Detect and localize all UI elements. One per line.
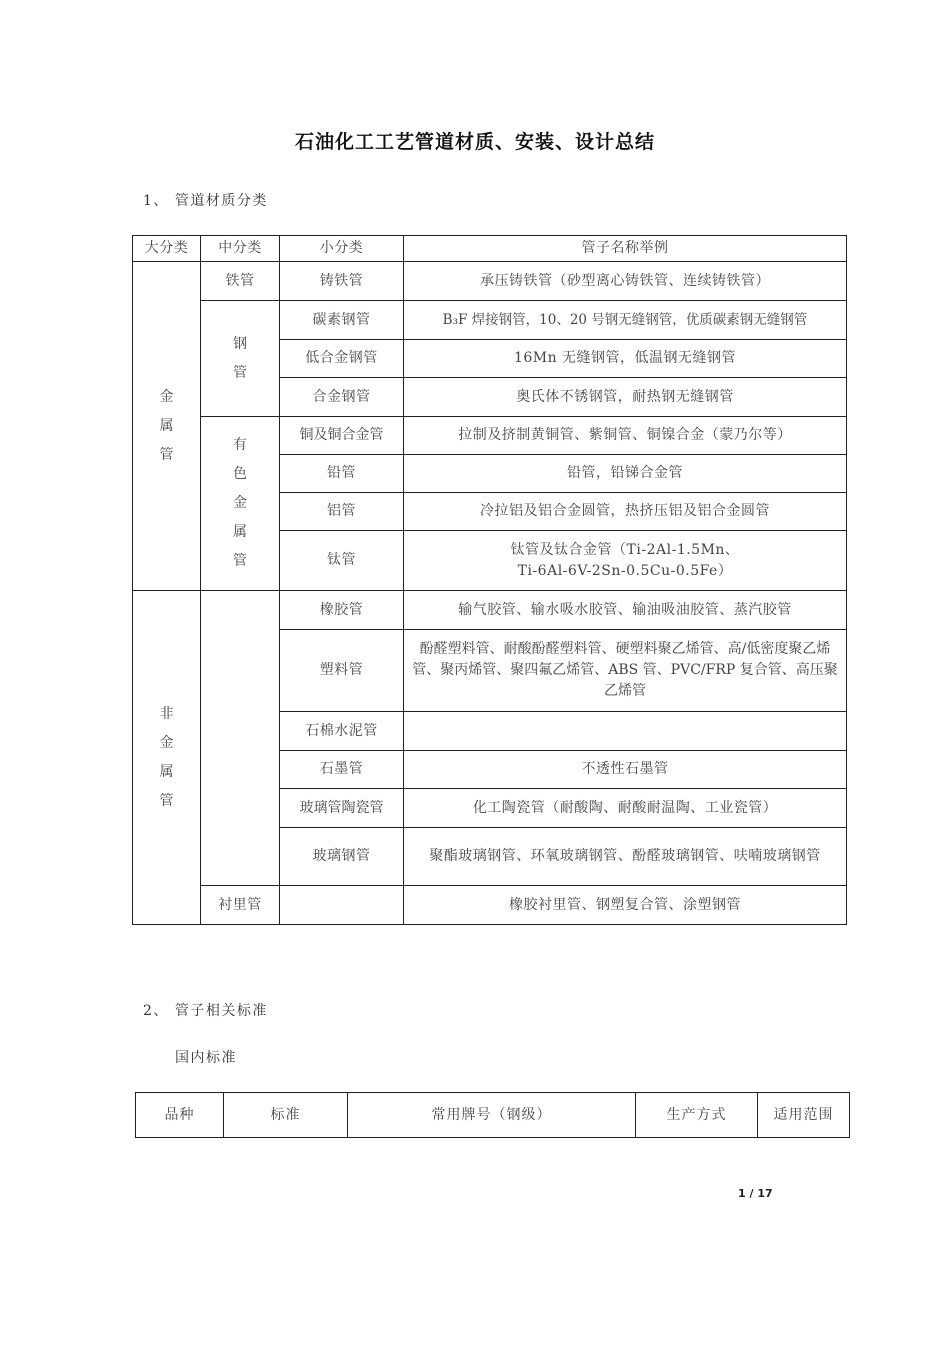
pipe-example: 铅管，铅锑合金管: [404, 455, 847, 493]
pipe-example: 承压铸铁管（砂型离心铸铁管、连续铸铁管）: [404, 262, 847, 301]
table-row: [133, 417, 847, 455]
sub-category: 石棉水泥管: [280, 712, 404, 751]
header-cell: 小分类: [280, 236, 404, 262]
sub-category: 铅管: [280, 455, 404, 493]
table-row: [133, 591, 847, 630]
pipe-example: [404, 712, 847, 751]
header-cell: 适用范围: [758, 1093, 850, 1138]
sub-category: 碳素钢管: [280, 301, 404, 340]
pipe-material-table: [132, 235, 847, 925]
table-header-row: [136, 1093, 850, 1138]
pipe-example: 输气胶管、输水吸水胶管、输油吸油胶管、蒸汽胶管: [404, 591, 847, 630]
header-cell: 管子名称举例: [404, 236, 847, 262]
sub-category: 橡胶管: [280, 591, 404, 630]
sub-category: 铝管: [280, 493, 404, 531]
pipe-example: 酚醛塑料管、耐酸酚醛塑料管、硬塑料聚乙烯管、高/低密度聚乙烯管、聚丙烯管、聚四氟乙烯管、ABS 管、PVC/FRP 复合管、高压聚乙烯管: [404, 630, 847, 712]
sub-category: 玻璃管陶瓷管: [280, 789, 404, 828]
sub-category: 铜及铜合金管: [280, 417, 404, 455]
pipe-example: B₃F 焊接钢管，10、20 号钢无缝钢管，优质碳素钢无缝钢管: [404, 301, 847, 340]
header-cell: 大分类: [133, 236, 201, 262]
table-row: [133, 262, 847, 301]
sub-category: 低合金钢管: [280, 340, 404, 378]
mid-category-iron: 铁管: [201, 262, 280, 301]
mid-category-steel: 钢 管: [201, 301, 280, 417]
pipe-example: 奥氏体不锈钢管，耐热钢无缝钢管: [404, 378, 847, 417]
section-heading-1: 1、 管道材质分类: [143, 193, 268, 209]
pipe-example: 化工陶瓷管（耐酸陶、耐酸耐温陶、工业瓷管）: [404, 789, 847, 828]
header-cell: 品种: [136, 1093, 224, 1138]
header-cell: 中分类: [201, 236, 280, 262]
mid-category-empty: [201, 591, 280, 886]
pipe-example: 16Mn 无缝钢管，低温钢无缝钢管: [404, 340, 847, 378]
sub-category: 合金钢管: [280, 378, 404, 417]
table-row: [133, 886, 847, 925]
table-row: [133, 301, 847, 340]
category-metal: 金 属 管: [133, 262, 201, 591]
pipe-example: 橡胶衬里管、钢塑复合管、涂塑钢管: [404, 886, 847, 925]
sub-category: [280, 886, 404, 925]
sub-category: 玻璃钢管: [280, 828, 404, 886]
standards-table: [135, 1092, 850, 1138]
pipe-example: 冷拉铝及铝合金圆管，热挤压铝及铝合金圆管: [404, 493, 847, 531]
mid-category-lined: 衬里管: [201, 886, 280, 925]
pipe-example: 聚酯玻璃钢管、环氧玻璃钢管、酚醛玻璃钢管、呋喃玻璃钢管: [404, 828, 847, 886]
header-cell: 标准: [224, 1093, 348, 1138]
section-heading-2: 2、 管子相关标准: [143, 1003, 268, 1019]
pipe-example: 拉制及挤制黄铜管、紫铜管、铜镍合金（蒙乃尔等）: [404, 417, 847, 455]
table-header-row: [133, 236, 847, 262]
header-cell: 常用牌号（钢级）: [348, 1093, 636, 1138]
page-number: 1 / 17: [738, 1187, 773, 1200]
sub-category: 塑料管: [280, 630, 404, 712]
sub-category: 钛管: [280, 531, 404, 591]
pipe-example: 钛管及钛合金管（Ti-2Al-1.5Mn、 Ti-6Al-6V-2Sn-0.5Cu-0.5Fe）: [404, 531, 847, 591]
header-cell: 生产方式: [636, 1093, 758, 1138]
category-nonmetal: 非 金 属 管: [133, 591, 201, 925]
sub-category: 铸铁管: [280, 262, 404, 301]
sub-category: 石墨管: [280, 751, 404, 789]
document-title: 石油化工工艺管道材质、安装、设计总结: [294, 131, 655, 153]
subsection-heading: 国内标准: [175, 1050, 237, 1066]
mid-category-nonferrous: 有 色 金 属 管: [201, 417, 280, 591]
pipe-example: 不透性石墨管: [404, 751, 847, 789]
